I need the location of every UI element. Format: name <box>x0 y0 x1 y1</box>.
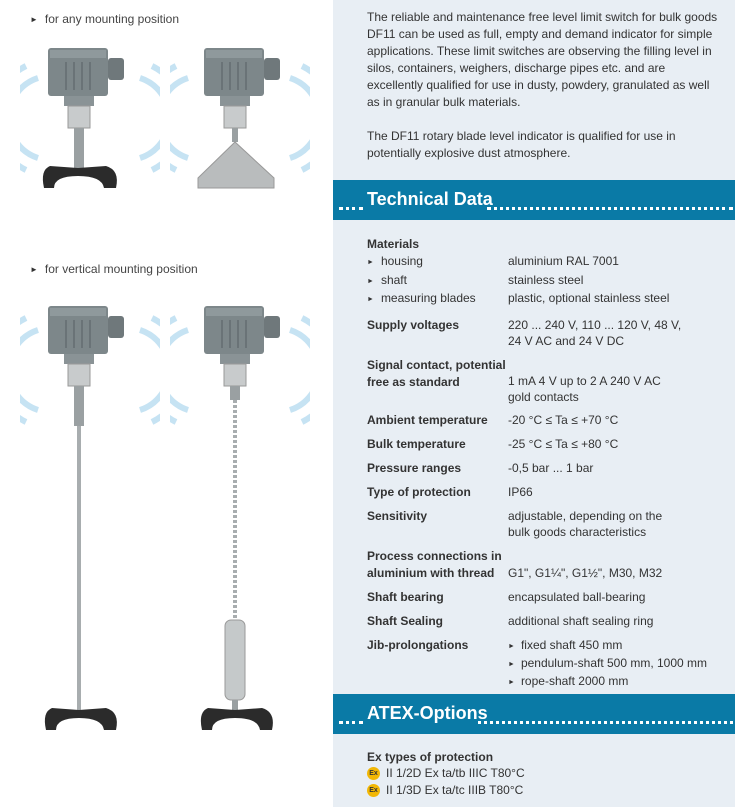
caption-any-mounting: ► for any mounting position <box>30 12 180 26</box>
jib-item: ► pendulum-shaft 500 mm, 1000 mm <box>508 655 708 670</box>
row-process-connections: Process connections in aluminium with thread G1", G1¼", G1½", M30, M32 <box>367 548 663 580</box>
row-shaft-sealing: Shaft Sealing additional shaft sealing ring <box>367 613 654 628</box>
atex-line: Ex II 1/3D Ex ta/tc IIIB T80°C <box>367 782 525 799</box>
ex-mark-icon: Ex <box>367 767 380 780</box>
row-sensitivity: Sensitivity adjustable, depending on the bulk goods characteristics <box>367 508 663 539</box>
bullet-arrow-icon: ► <box>367 296 374 303</box>
row-protection-type: Type of protection IP66 <box>367 484 533 499</box>
banner-dots-right <box>487 207 733 210</box>
bullet-arrow-icon: ► <box>367 259 374 266</box>
banner-dots-left <box>339 721 363 724</box>
bullet-arrow-icon: ► <box>508 642 515 650</box>
intro-paragraph-1: The reliable and maintenance free level limit switch for bulk goods DF11 can be used as full, empty and demand indicator for simple applications. These limit switches are observing the filling level in silos, containers, weighers, discharge pipes etc. and are excellently qualified for use in dusty, powdery, granulated as well as in granular bulk materials. <box>367 10 718 109</box>
row-bulk-temperature: Bulk temperature -25 °C ≤ Ta ≤ +80 °C <box>367 436 619 451</box>
bullet-arrow-icon: ► <box>30 15 38 24</box>
technical-info-panel <box>333 0 735 807</box>
material-blades: ► measuring blades plastic, optional stainless steel <box>367 291 670 305</box>
technical-data-title: Technical Data <box>367 189 493 209</box>
atex-protection-list <box>367 749 525 799</box>
row-supply-voltages: Supply voltages 220 ... 240 V, 110 ... 120 V, 48 V, 24 V AC and 24 V DC <box>367 317 682 348</box>
ex-mark-icon: Ex <box>367 784 380 797</box>
atex-options-banner <box>333 694 735 734</box>
bullet-arrow-icon: ► <box>367 277 374 285</box>
row-ambient-temperature: Ambient temperature -20 °C ≤ Ta ≤ +70 °C <box>367 412 619 427</box>
row-materials: Materials <box>367 237 420 251</box>
intro-text <box>367 9 722 162</box>
row-pressure-ranges: Pressure ranges -0,5 bar ... 1 bar <box>367 460 594 475</box>
bullet-arrow-icon: ► <box>508 660 515 668</box>
material-housing: ► housing aluminium RAL 7001 <box>367 254 619 268</box>
atex-head: Ex types of protection <box>367 750 494 764</box>
row-shaft-bearing: Shaft bearing encapsulated ball-bearing <box>367 589 646 604</box>
intro-paragraph-2: The DF11 rotary blade level indicator is qualified for use in potentially explosive dust atmosphere. <box>367 129 676 160</box>
bullet-arrow-icon: ► <box>30 265 38 274</box>
device-fixed-shaft <box>20 290 160 760</box>
device-hinged-blade <box>170 38 310 198</box>
bullet-arrow-icon: ► <box>508 678 515 686</box>
technical-data-table <box>367 236 727 698</box>
material-shaft: ► shaft stainless steel <box>367 272 584 287</box>
device-paddle-short <box>20 38 160 198</box>
banner-dots-left <box>339 207 363 210</box>
caption-vertical-mounting: ► for vertical mounting position <box>30 262 198 276</box>
jib-item: ► fixed shaft 450 mm <box>508 637 623 652</box>
atex-line: Ex II 1/2D Ex ta/tb IIIC T80°C <box>367 765 525 782</box>
jib-item: ► rope-shaft 2000 mm <box>508 673 629 688</box>
row-signal-contact: Signal contact, potential free as standard 1 mA 4 V up to 2 A 240 V AC gold contacts <box>367 357 661 404</box>
atex-options-title: ATEX-Options <box>367 703 488 723</box>
row-jib-prolongations: Jib-prolongations ► fixed shaft 450 mm ► pendulum-shaft 500 mm, 1000 mm ► rope-shaft 2000 mm <box>367 637 727 691</box>
technical-data-banner <box>333 180 735 220</box>
device-pendulum-shaft <box>170 290 310 760</box>
product-images-panel <box>0 0 330 807</box>
banner-dots-right <box>478 721 733 724</box>
